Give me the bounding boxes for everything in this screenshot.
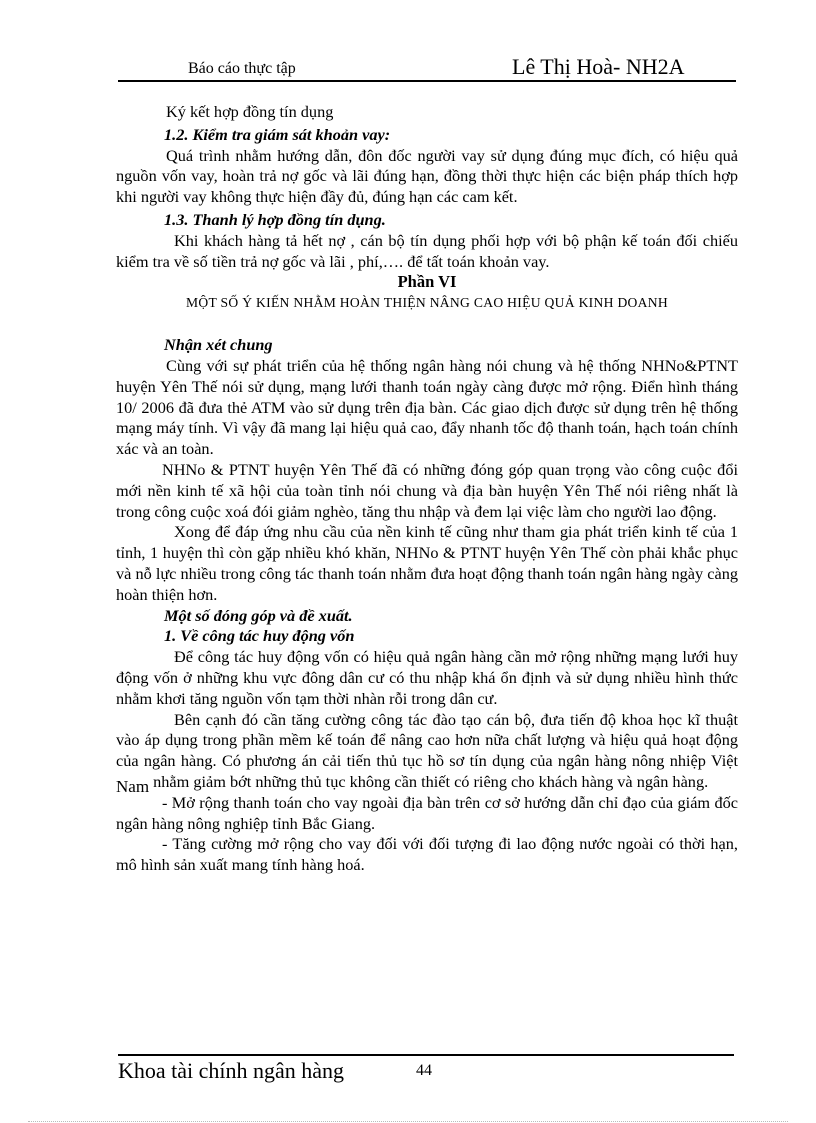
bullet-item: - Tăng cường mở rộng cho vay đối với đối tượng đi lao động nước ngoài có thời hạn, mô hình sản xuất mang tính hàng hoá. (116, 834, 738, 875)
subscript-word: Nam (116, 776, 150, 796)
spacer (116, 313, 738, 335)
page-header-left: Báo cáo thực tập (188, 60, 296, 77)
footer-rule (118, 1054, 734, 1056)
footer-left: Khoa tài chính ngân hàng (118, 1058, 345, 1083)
section-heading: Một số đóng góp và đề xuất. (164, 605, 353, 625)
section-heading: 1.2. Kiểm tra giám sát khoản vay: (164, 124, 391, 144)
page-number: 44 (416, 1062, 432, 1079)
paragraph: Khi khách hàng tả hết nợ , cán bộ tín dụng phối hợp với bộ phận kế toán đối chiếu kiểm tra về số tiền trả nợ gốc và lãi , phí,…. để tất toán khoản vay. (116, 230, 738, 271)
header-rule (118, 80, 736, 82)
paragraph: Quá trình nhằm hướng dẫn, đôn đốc người vay sử dụng đúng mục đích, có hiệu quả nguồn vốn vay, hoàn trả nợ gốc và lãi đúng hạn, đồng thời thực hiện các biện pháp thích hợp khi người vay không thực hiện đầy đủ, đúng hạn các cam kết. (116, 145, 738, 207)
paragraph: NHNo & PTNT huyện Yên Thế đã có những đóng góp quan trọng vào công cuộc đổi mới nền kinh tế xã hội của toàn tỉnh nói chung và địa bàn huyện Yên Thế nói riêng nhất là trong công cuộc xoá đói giảm nghèo, tăng thu nhập và đem lại việc làm cho người lao động. (116, 459, 738, 521)
section-heading: 1.3. Thanh lý hợp đồng tín dụng. (164, 209, 386, 229)
page-header-right: Lê Thị Hoà- NH2A (512, 54, 685, 79)
section-heading: Nhận xét chung (164, 335, 273, 355)
chapter-title: MỘT SỐ Ý KIẾN NHẰM HOÀN THIỆN NÂNG CAO HIỆU QUẢ KINH DOANH (185, 295, 669, 311)
part-title: Phần VI (397, 272, 457, 292)
paragraph: Xong để đáp ứng nhu cầu của nền kinh tế cũng như tham gia phát triển kinh tế của 1 tỉnh, 1 huyện thì còn gặp nhiều khó khăn, NHNo & PTNT huyện Yên Thế còn phải khắc phục và nỗ lực nhiều trong công tác thanh toán nhằm đưa hoạt động thanh toán ngân hàng ngày càng hoàn thiện hơn. (116, 522, 738, 604)
paragraph: Cùng với sự phát triển của hệ thống ngân hàng nói chung và hệ thống NHNo&PTNT huyện Yên Thế nói sử dụng, mạng lưới thanh toán ngày càng được mở rộng. Điển hình tháng 10/ 2006 đã đưa thẻ ATM vào sử dụng trên địa bàn. Các giao dịch được sử dụng trên hệ thống mạng máy tính. Vì vậy đã mang lại hiệu quả cao, đẩy nhanh tốc độ thanh toán, hạch toán chính xác và an toàn. (116, 355, 738, 459)
section-heading: 1. Về công tác huy động vốn (164, 626, 355, 646)
bottom-dotted-line (28, 1121, 788, 1122)
paragraph: Để công tác huy động vốn có hiệu quả ngân hàng cần mở rộng những mạng lưới huy động vốn ở những khu vực đông dân cư có thu nhập khá ổn định và sử dụng nhiều hình thức nhằm khơi tăng nguồn vốn tạm thời nhàn rỗi trong dân cư. (116, 647, 738, 708)
paragraph: Ký kết hợp đồng tín dụng (166, 102, 334, 121)
paragraph-part: nhằm giảm bớt những thủ tục không cần thiết có riêng cho khách hàng và ngân hàng. (153, 771, 709, 791)
paragraph (116, 709, 738, 796)
bullet-item: - Mở rộng thanh toán cho vay ngoài địa bàn trên cơ sở hướng dẫn chỉ đạo của giám đốc ngân hàng nông nghiệp tỉnh Bắc Giang. (116, 792, 738, 833)
document-body (116, 102, 738, 876)
paragraph-part: Bên cạnh đó cần tăng cường công tác đào tạo cán bộ, đưa tiến độ khoa học kĩ thuật vào áp dụng trong phần mềm kế toán để nâng cao hơn nữa chất lượng và hiệu quả hoạt động của ngân hàng. Có phương án cải tiến thủ tục hồ sơ tín dụng của ngân hàng nông nhiệp Việt (116, 709, 738, 771)
